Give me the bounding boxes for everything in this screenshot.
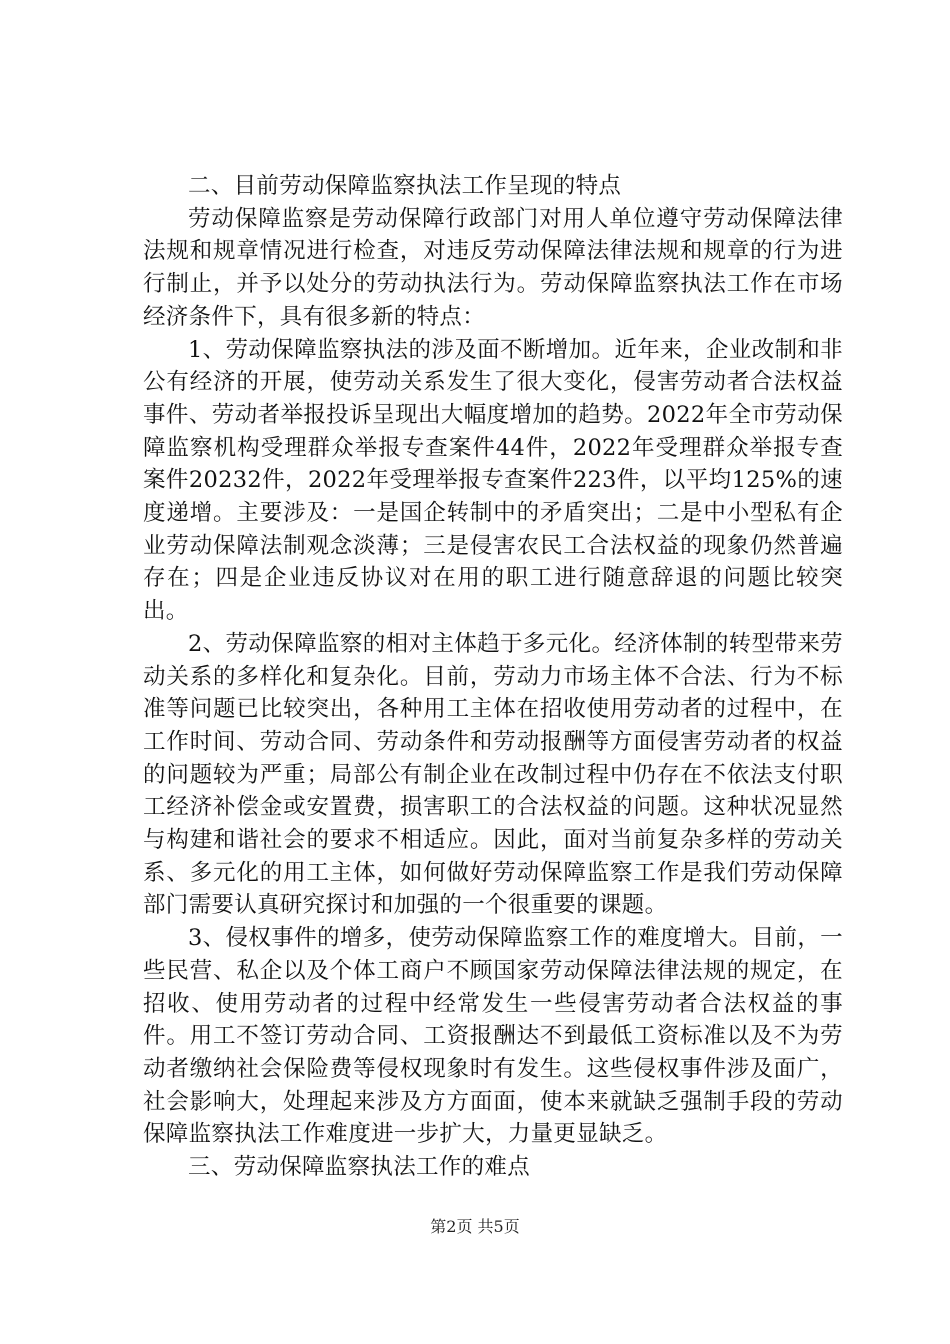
point-3-paragraph: 3、侵权事件的增多，使劳动保障监察工作的难度增大。目前，一些民营、私企以及个体工商户不顾国家劳动保障法律法规的规定，在招收、使用劳动者的过程中经常发生一些侵害劳动者合法权益的事件。用工不签订劳动合同、工资报酬达不到最低工资标准以及不为劳动者缴纳社会保险费等侵权现象时有发生。这些侵权事件涉及面广，社会影响大，处理起来涉及方方面面，使本来就缺乏强制手段的劳动保障监察执法工作难度进一步扩大，力量更显缺乏。 <box>143 925 843 1148</box>
document-body <box>143 170 843 1184</box>
section-heading-3: 三、劳动保障监察执法工作的难点 <box>188 1154 531 1181</box>
point-1-paragraph: 1、劳动保障监察执法的涉及面不断增加。近年来，企业改制和非公有经济的开展，使劳动关系发生了很大变化，侵害劳动者合法权益事件、劳动者举报投诉呈现出大幅度增加的趋势。2022年全市劳动保障监察机构受理群众举报专查案件44件，2022年受理群众举报专查案件20232件，2022年受理举报专查案件223件，以平均125%的速度递增。主要涉及：一是国企转制中的矛盾突出；二是中小型私有企业劳动保障法制观念淡薄；三是侵害农民工合法权益的现象仍然普遍存在；四是企业违反协议对在用的职工进行随意辞退的问题比较突出。 <box>143 336 843 625</box>
page-number-footer: 第2页 共5页 <box>430 1217 520 1236</box>
section-heading-2: 二、目前劳动保障监察执法工作呈现的特点 <box>188 173 622 199</box>
point-2-paragraph: 2、劳动保障监察的相对主体趋于多元化。经济体制的转型带来劳动关系的多样化和复杂化。目前，劳动力市场主体不合法、行为不标准等问题已比较突出，各种用工主体在招收使用劳动者的过程中，在工作时间、劳动合同、劳动条件和劳动报酬等方面侵害劳动者的权益的问题较为严重；局部公有制企业在改制过程中仍存在不依法支付职工经济补偿金或安置费，损害职工的合法权益的问题。这种状况显然与构建和谐社会的要求不相适应。因此，面对当前复杂多样的劳动关系、多元化的用工主体，如何做好劳动保障监察工作是我们劳动保障部门需要认真研究探讨和加强的一个很重要的课题。 <box>143 630 843 919</box>
intro-paragraph: 劳动保障监察是劳动保障行政部门对用人单位遵守劳动保障法律法规和规章情况进行检查，对违反劳动保障法律法规和规章的行为进行制止，并予以处分的劳动执法行为。劳动保障监察执法工作在市场经济条件下，具有很多新的特点： <box>143 205 843 330</box>
